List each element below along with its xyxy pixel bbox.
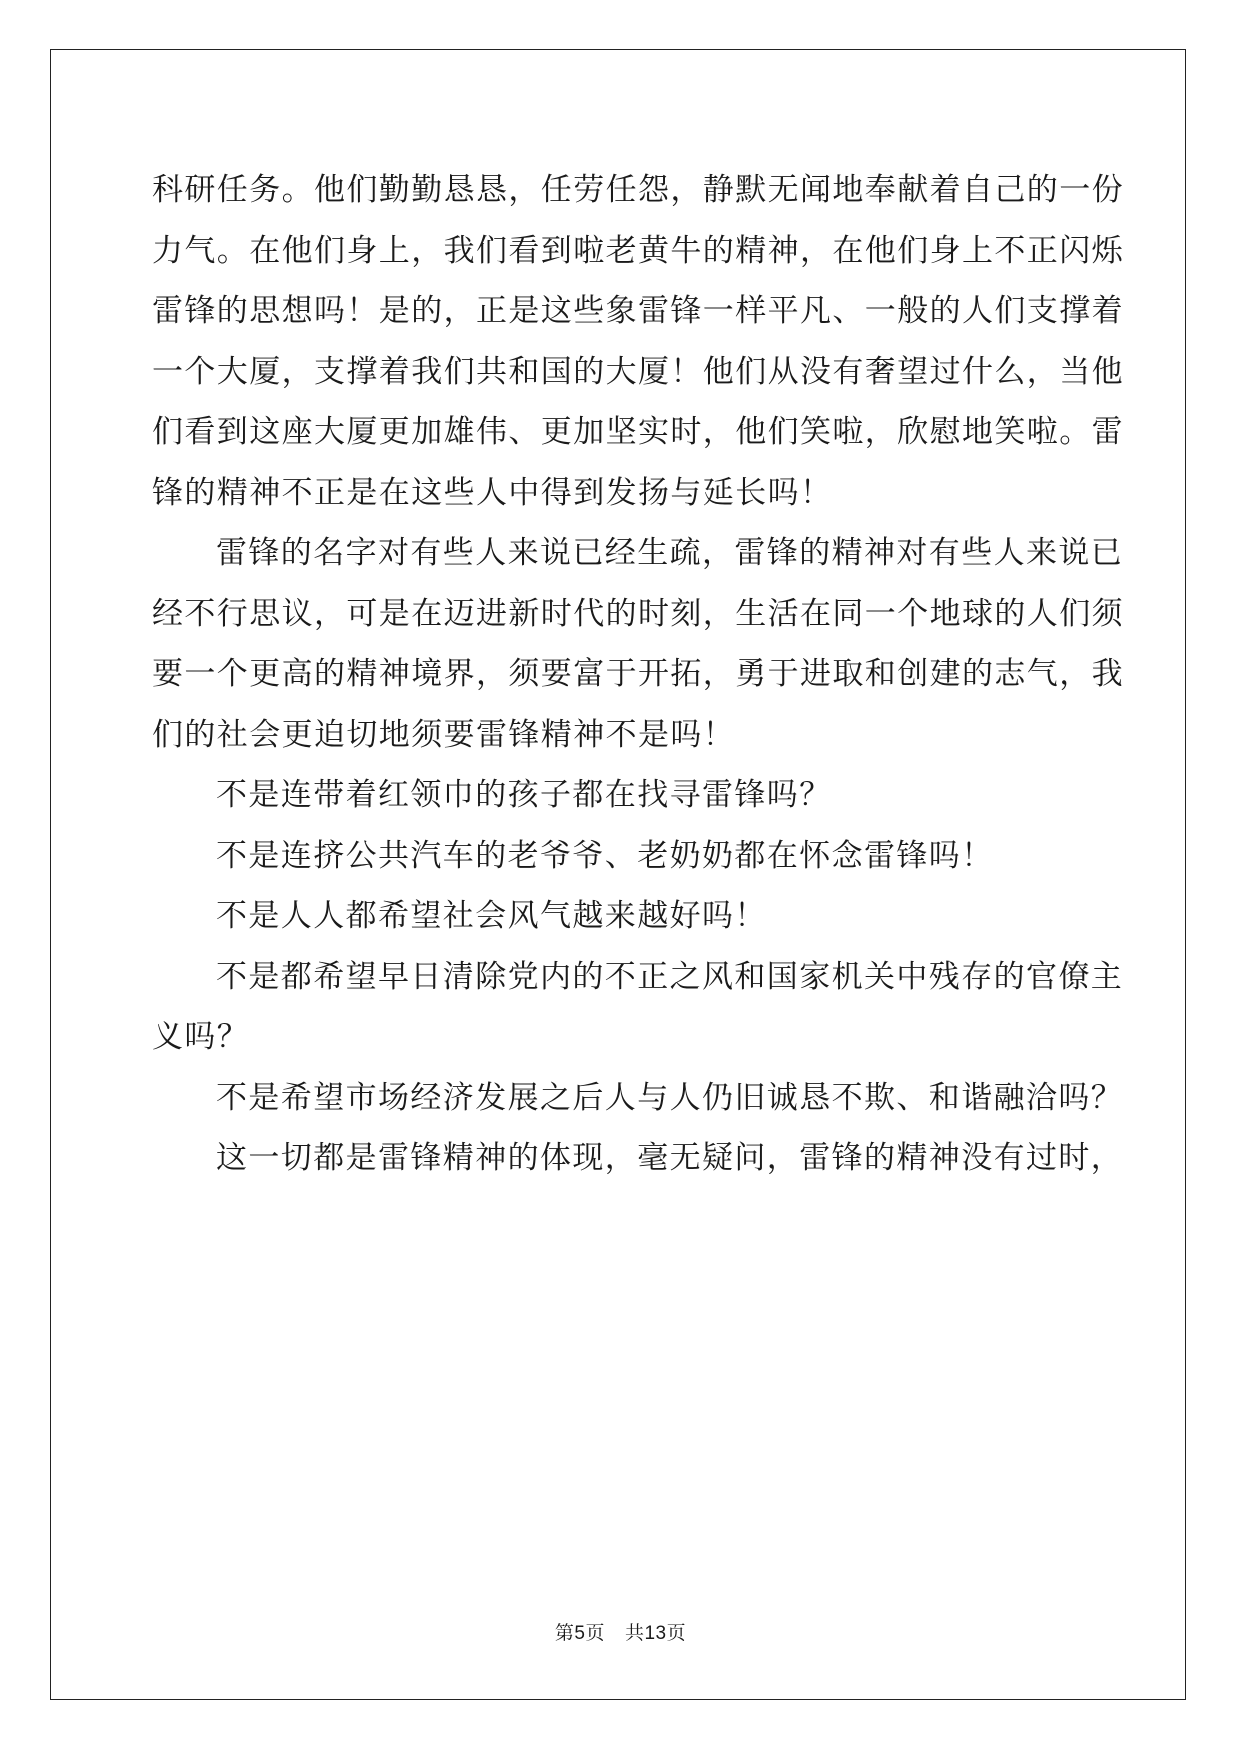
current-page-number: 5 bbox=[574, 1623, 586, 1644]
paragraph bbox=[152, 886, 1092, 947]
text-line: 不是连挤公共汽车的老爷爷、老奶奶都在怀念雷锋吗！ bbox=[216, 837, 994, 874]
text-line: 这一切都是雷锋精神的体现，毫无疑问，雷锋的精神没有过时， bbox=[216, 1140, 1124, 1176]
text-line: 不是连带着红领巾的孩子都在找寻雷锋吗？ bbox=[216, 777, 832, 813]
paragraph bbox=[152, 947, 1124, 1068]
text-line: 雷锋的名字对有些人来说已经生疏，雷锋的精神对有些人来说已 bbox=[216, 535, 1124, 571]
text-line: 力气。在他们身上，我们看到啦老黄牛的精神，在他们身上不正闪烁 bbox=[152, 232, 1124, 269]
text-line: 们看到这座大厦更加雄伟、更加坚实时，他们笑啦，欣慰地笑啦。雷 bbox=[152, 414, 1124, 450]
footer-prefix: 第 bbox=[554, 1622, 575, 1644]
footer-page-suffix: 页 bbox=[585, 1622, 605, 1644]
paragraph bbox=[152, 523, 1124, 765]
text-line: 们的社会更迫切地须要雷锋精神不是吗！ bbox=[152, 716, 736, 753]
document-body bbox=[152, 160, 1124, 1189]
text-line: 锋的精神不正是在这些人中得到发扬与延长吗！ bbox=[152, 474, 833, 511]
paragraph bbox=[152, 826, 1092, 887]
text-line: 要一个更高的精神境界，须要富于开拓，勇于进取和创建的志气，我 bbox=[152, 656, 1124, 692]
footer-total-suffix: 页 bbox=[666, 1622, 687, 1644]
text-line: 一个大厦，支撑着我们共和国的大厦！他们从没有奢望过什么，当他 bbox=[152, 353, 1124, 390]
text-line: 科研任务。他们勤勤恳恳，任劳任怨，静默无闻地奉献着自己的一份 bbox=[152, 172, 1124, 208]
text-line: 雷锋的思想吗！是的，正是这些象雷锋一样平凡、一般的人们支撑着 bbox=[152, 293, 1124, 329]
paragraph bbox=[152, 160, 1124, 523]
paragraph bbox=[152, 1068, 1124, 1129]
paragraph bbox=[152, 765, 1092, 826]
text-line: 义吗？ bbox=[152, 1019, 250, 1055]
paragraph bbox=[152, 1128, 1124, 1189]
text-line: 不是人人都希望社会风气越来越好吗！ bbox=[216, 898, 767, 934]
footer-total-prefix: 共 bbox=[624, 1622, 645, 1644]
text-line: 不是都希望早日清除党内的不正之风和国家机关中残存的官僚主 bbox=[216, 958, 1124, 995]
page-footer bbox=[0, 1618, 1241, 1645]
total-page-count: 13 bbox=[644, 1623, 667, 1644]
text-line: 经不行思议，可是在迈进新时代的时刻，生活在同一个地球的人们须 bbox=[152, 595, 1124, 632]
text-line: 不是希望市场经济发展之后人与人仍旧诚恳不欺、和谐融洽吗？ bbox=[216, 1079, 1124, 1116]
